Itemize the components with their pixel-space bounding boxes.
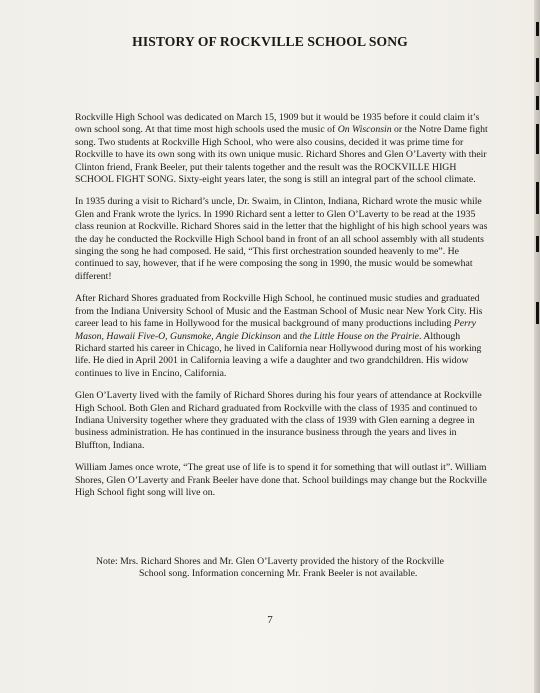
footnote	[96, 556, 466, 581]
page-number: 7	[267, 614, 273, 626]
edge-mark	[536, 96, 539, 110]
paragraph-text: William James once wrote, “The great use of life is to spend it for something that will outlast it”. William Shores, Glen O’Laverty and Frank Beeler have done that. School buildings may change but the Rockville High School fight song will live on.	[75, 462, 487, 498]
edge-mark	[536, 58, 539, 82]
italic-title-text: the Little House on the Prairie	[299, 330, 420, 342]
body-paragraph	[75, 462, 491, 499]
body-paragraph	[75, 196, 491, 283]
body-paragraph	[75, 293, 491, 380]
document-body	[75, 112, 491, 509]
paragraph-text: and	[280, 330, 300, 342]
body-paragraph	[75, 390, 491, 452]
italic-title-text: Perry Mason, Hawaii Five-O, Gunsmoke, Angie Dickinson	[75, 318, 476, 342]
paragraph-text: Glen O’Laverty lived with the family of Richard Shores during his four years of attendance at Rockville High School. Both Glen and Richard graduated from Rockville with the class of 1935 and continued to Indiana University together where they graduated with the class of 1939 with Glen earning a degree in business administration. He has continued in the insurance business through the years and lives in Bluffton, Indiana.	[75, 390, 482, 451]
edge-mark	[536, 236, 539, 252]
edge-mark	[536, 124, 539, 154]
paragraph-text: In 1935 during a visit to Richard’s uncle, Dr. Swaim, in Clinton, Indiana, Richard wrote the music while Glen and Frank wrote the lyrics. In 1990 Richard sent a letter to Glen O’Laverty to be read at the 1935 class reunion at Rockville. Richard Shores said in the letter that the highlight of his high school years was the day he conducted the Rockville High School band in front of an all school assembly with all students singing the song he had composed. He said, “This first orchestration sounded heavenly to me”. He continued to say, however, that if he were composing the song in 1990, the music would be somewhat different!	[75, 196, 488, 282]
paragraph-text: After Richard Shores graduated from Rockville High School, he continued music studies and graduated from the Indiana University School of Music and the Eastman School of Music near New York City. His career lead to his fame in Hollywood for the musical background of many productions including	[75, 293, 483, 330]
footnote-line-1: Note: Mrs. Richard Shores and Mr. Glen O’Laverty provided the history of the Rockville	[96, 556, 444, 567]
edge-mark	[536, 302, 539, 324]
paragraph-text: or the Notre Dame fight song. Two students at Rockville High School, who were also cousins, decided it was prime time for Rockville to have its own song with its own unique music. Richard Shores and Glen O’Laverty with their Clinton friend, Frank Beeler, put their talents together and the result was the ROCKVILLE HIGH SCHOOL FIGHT SONG. Sixty-eight years later, the song is still an integral part of the school climate.	[75, 124, 488, 186]
page-title: HISTORY OF ROCKVILLE SCHOOL SONG	[132, 34, 408, 49]
paragraph-text: . Although Richard started his career in Chicago, he lived in California near Hollywood during most of his working life. He died in April 2001 in California leaving a wife a daughter and two grandchildren. His widow continues to live in Encino, California.	[75, 330, 482, 379]
footnote-line-2: School song. Information concerning Mr. Frank Beeler is not available.	[139, 568, 418, 580]
italic-title-text: On Wisconsin	[337, 124, 392, 136]
body-paragraph	[75, 112, 491, 186]
edge-mark	[536, 182, 539, 214]
paragraph-text: Rockville High School was dedicated on March 15, 1909 but it would be 1935 before it could claim it’s own school song. At that time most high schools used the music of	[75, 112, 480, 136]
